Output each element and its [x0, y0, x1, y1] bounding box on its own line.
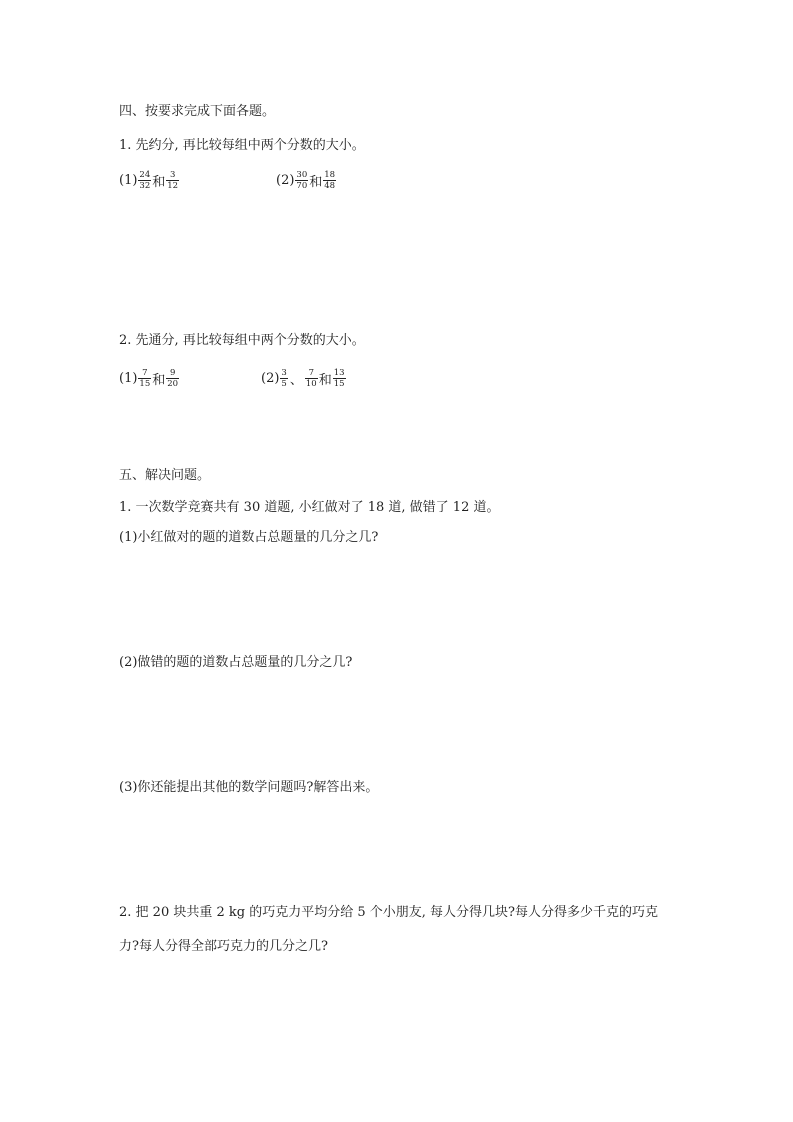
numerator: 9 [169, 367, 176, 378]
section5-heading: 五、解决问题。 [119, 468, 211, 483]
fraction [138, 170, 151, 191]
question-4-1-part2 [276, 165, 337, 195]
section4-heading: 四、按要求完成下面各题。 [119, 104, 276, 119]
numerator: 7 [308, 367, 314, 378]
separator: 、 [289, 372, 303, 388]
fraction [280, 368, 287, 389]
part-label: (1) [119, 370, 138, 386]
part-label: (2) [276, 172, 295, 188]
question-5-1-sub2: (2)做错的题的道数占总题量的几分之几? [119, 655, 353, 670]
fraction [305, 368, 318, 389]
fraction [166, 368, 179, 389]
question-5-1-sub1: (1)小红做对的题的道数占总题量的几分之几? [119, 530, 379, 545]
question-5-2-line1: 2. 把 20 块共重 2 kg 的巧克力平均分给 5 个小朋友, 每人分得几块?每人分得多少千克的巧克 [119, 905, 658, 920]
numerator: 18 [324, 169, 336, 180]
numerator: 7 [142, 367, 148, 378]
question-4-2-text: 2. 先通分, 再比较每组中两个分数的大小。 [119, 333, 365, 348]
denominator: 15 [139, 378, 151, 389]
denominator: 20 [167, 378, 179, 389]
fraction [138, 368, 151, 389]
denominator: 32 [139, 180, 151, 191]
fraction [333, 368, 346, 389]
part-label: (2) [261, 370, 280, 386]
part-label: (1) [119, 172, 138, 188]
numerator: 3 [281, 367, 287, 378]
fraction [295, 170, 308, 191]
conjunction: 和 [152, 372, 166, 388]
denominator: 15 [333, 378, 345, 389]
question-5-2-line2: 力?每人分得全部巧克力的几分之几? [119, 939, 328, 954]
question-4-2-part2 [261, 363, 347, 393]
denominator: 48 [324, 180, 336, 191]
fraction [166, 170, 179, 191]
question-5-1-text: 1. 一次数学竞赛共有 30 道题, 小红做对了 18 道, 做错了 12 道。 [119, 500, 500, 515]
denominator: 5 [281, 378, 287, 389]
numerator: 3 [169, 169, 176, 180]
conjunction: 和 [318, 372, 332, 388]
conjunction: 和 [152, 174, 166, 190]
numerator: 13 [333, 367, 345, 378]
numerator: 30 [296, 169, 308, 180]
denominator: 10 [305, 378, 317, 389]
conjunction: 和 [309, 174, 323, 190]
question-4-1-part1 [119, 165, 180, 195]
fraction [323, 170, 336, 191]
numerator: 24 [139, 169, 151, 180]
question-4-2-part1 [119, 363, 180, 393]
question-4-1-text: 1. 先约分, 再比较每组中两个分数的大小。 [119, 138, 365, 153]
denominator: 70 [296, 180, 308, 191]
question-5-1-sub3: (3)你还能提出其他的数学问题吗?解答出来。 [119, 780, 379, 795]
denominator: 12 [167, 180, 179, 191]
